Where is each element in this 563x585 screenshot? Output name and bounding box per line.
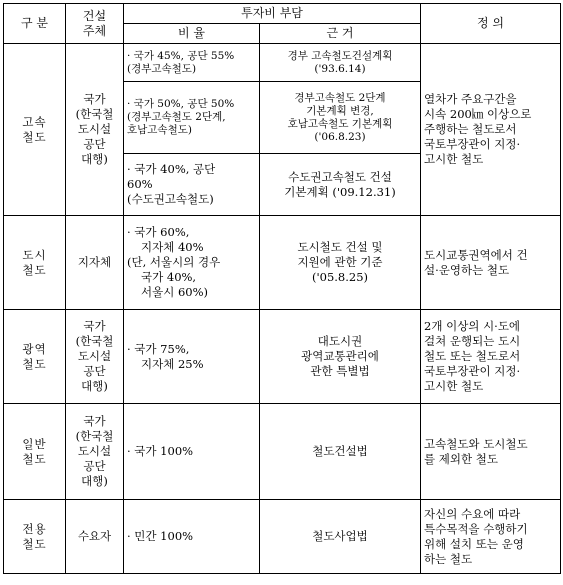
basis-cell xyxy=(260,154,421,216)
text-line: 철도 xyxy=(22,536,47,551)
text-line: 공단 xyxy=(83,137,106,151)
category-cell xyxy=(4,216,66,310)
category-cell xyxy=(4,310,66,404)
text-line: 공단 xyxy=(83,364,106,378)
entity-cell xyxy=(66,44,124,216)
basis-cell xyxy=(260,82,421,154)
text-line: 도시설 xyxy=(77,122,112,136)
text-line: (한국철 xyxy=(75,429,114,443)
entity-cell: 수요자 xyxy=(66,500,124,574)
text-line: 광역교통관리에 xyxy=(301,349,379,363)
text-line: 대도시권 xyxy=(317,334,363,348)
header-basis: 근 거 xyxy=(260,24,421,44)
text-line: 도시설 xyxy=(77,444,112,458)
text-line: · 국가 60%, xyxy=(127,225,190,239)
text-line: 호남고속철도 기본계획 xyxy=(287,117,393,130)
text-line: 철도 xyxy=(22,356,47,371)
category-cell xyxy=(4,44,66,216)
text-line: 철도 xyxy=(22,451,47,466)
text-line: 지자체 40% xyxy=(141,240,204,254)
railway-investment-table-page xyxy=(3,3,560,574)
text-line: 기본계획 ('09.12.31) xyxy=(284,184,396,199)
text-line: 고시한 철도 xyxy=(424,152,484,166)
text-line: 철도 xyxy=(22,129,47,144)
text-line: 자신의 수요에 따라 xyxy=(424,506,521,521)
ratio-cell: · 민간 100% xyxy=(124,500,260,574)
text-line: 국가 xyxy=(83,92,106,106)
category-cell xyxy=(4,500,66,574)
text-line: 고속철도와 도시철도 xyxy=(424,436,528,451)
text-line: (한국철 xyxy=(75,107,114,121)
definition-cell xyxy=(421,500,561,574)
text-line: ('06.8.23) xyxy=(314,130,366,143)
ratio-cell xyxy=(124,44,260,82)
text-line: 철도 xyxy=(22,262,47,277)
header-ratio: 비 율 xyxy=(124,24,260,44)
text-line: 전용 xyxy=(22,521,47,536)
text-line: 위해 설치 또는 운영 xyxy=(424,536,524,551)
text-line: 수도권고속철도 건설 xyxy=(288,169,392,184)
text-line: · 국가 50%, 공단 50% xyxy=(127,98,235,110)
text-line: 경부고속철도 2단계 xyxy=(294,91,386,104)
text-line: 대행) xyxy=(81,152,108,166)
text-line: ('93.6.14) xyxy=(314,62,366,75)
definition-cell xyxy=(421,404,561,500)
text-line: 광역 xyxy=(22,341,47,356)
header-row-top xyxy=(4,4,561,24)
text-line: 주체 xyxy=(82,23,107,38)
text-line: 시속 200㎞ 이상으로 xyxy=(424,107,532,121)
text-line: 경부 고속철도건설계획 xyxy=(287,49,393,62)
text-line: 구 분 xyxy=(21,16,48,30)
text-line: 하는 철도 xyxy=(424,551,473,566)
text-line: 열차가 주요구간을 xyxy=(424,92,517,106)
text-line: 건설 xyxy=(82,8,107,23)
text-line: 대행) xyxy=(81,379,108,393)
table-row xyxy=(4,404,561,500)
text-line: 국토부장관이 지정· xyxy=(424,364,521,378)
text-line: 설·운영하는 철도 xyxy=(424,262,510,277)
text-line: 를 제외한 철도 xyxy=(424,451,498,466)
text-line: (경부고속철도) xyxy=(127,62,197,75)
table-row xyxy=(4,216,561,310)
text-line: 고속 xyxy=(22,114,47,129)
header-definition: 정 의 xyxy=(421,4,561,44)
text-line: 2개 이상의 시·도에 xyxy=(424,319,521,333)
definition-cell xyxy=(421,44,561,216)
railway-investment-table xyxy=(3,3,561,574)
header-category xyxy=(4,4,66,44)
header-cost-share: 투자비 부담 xyxy=(124,4,421,24)
definition-cell xyxy=(421,216,561,310)
text-line: 국토부장관이 지정· xyxy=(424,137,521,151)
text-line: (한국철 xyxy=(75,334,114,348)
text-line: 도시설 xyxy=(77,349,112,363)
text-line: 일반 xyxy=(22,436,47,451)
basis-cell xyxy=(260,44,421,82)
text-line: 기본계획 변경, xyxy=(306,104,374,117)
table-row xyxy=(4,44,561,82)
table-row xyxy=(4,310,561,404)
category-cell xyxy=(4,404,66,500)
entity-cell xyxy=(66,310,124,404)
ratio-cell xyxy=(124,310,260,404)
header-entity xyxy=(66,4,124,44)
text-line: 대행) xyxy=(81,474,108,488)
text-line: · 국가 75%, xyxy=(127,341,190,356)
text-line: (단, 서울시의 경우 xyxy=(127,255,221,269)
text-line: 특수목적을 수행하기 xyxy=(424,521,528,536)
ratio-cell xyxy=(124,216,260,310)
ratio-cell xyxy=(124,154,260,216)
text-line: · 국가 45%, 공단 55% xyxy=(127,49,235,62)
text-line: 철도 또는 철도로서 xyxy=(424,349,521,363)
entity-cell: 지자체 xyxy=(66,216,124,310)
basis-cell xyxy=(260,216,421,310)
definition-cell xyxy=(421,310,561,404)
basis-cell xyxy=(260,310,421,404)
ratio-cell xyxy=(124,82,260,154)
basis-cell: 철도건설법 xyxy=(260,404,421,500)
text-line: 국가 xyxy=(83,319,106,333)
basis-cell: 철도사업법 xyxy=(260,500,421,574)
text-line: 호남고속철도) xyxy=(127,124,192,136)
entity-cell xyxy=(66,404,124,500)
text-line: 국가 40%, xyxy=(141,270,197,284)
text-line: 지자체 25% xyxy=(141,356,204,371)
text-line: (경부고속철도 2단계, xyxy=(127,111,226,123)
text-line: 60% xyxy=(127,177,153,191)
text-line: 도시 xyxy=(22,247,47,262)
text-line: 서울시 60%) xyxy=(141,285,209,299)
text-line: 관한 특별법 xyxy=(310,364,370,378)
text-line: 주행하는 철도로서 xyxy=(424,122,517,136)
text-line: 걸쳐 운행되는 도시 xyxy=(424,334,521,348)
text-line: 고시한 철도 xyxy=(424,379,484,393)
text-line: ('05.8.25) xyxy=(311,270,369,284)
text-line: · 국가 40%, 공단 xyxy=(127,162,216,176)
text-line: 지원에 관한 기준 xyxy=(297,255,383,269)
text-line: 공단 xyxy=(83,459,106,473)
table-row xyxy=(4,500,561,574)
text-line: (수도권고속철도) xyxy=(127,192,214,206)
text-line: 국가 xyxy=(83,414,106,428)
text-line: 도시철도 건설 및 xyxy=(297,240,383,254)
ratio-cell: · 국가 100% xyxy=(124,404,260,500)
text-line: 도시교통권역에서 건 xyxy=(424,247,528,262)
